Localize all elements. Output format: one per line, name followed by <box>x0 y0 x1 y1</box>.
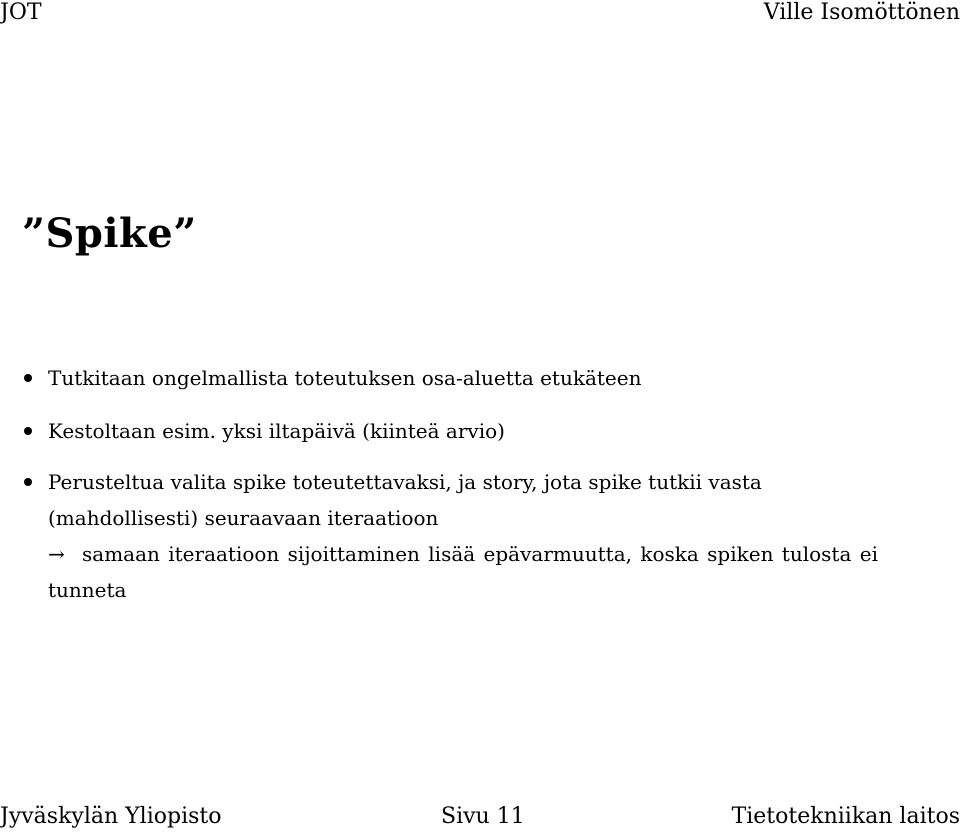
bullet-dot-icon <box>24 427 32 435</box>
bullet-text: Kestoltaan esim. yksi iltapäivä (kiinteä arvio) <box>48 419 505 443</box>
slide-title: ”Spike” <box>22 210 197 257</box>
bullet-continuation: (mahdollisesti) seuraavaan iteraatioon <box>48 506 439 530</box>
arrow-subpoint-text: samaan iteraatioon sijoittaminen lisää epävarmuutta, koska spiken tulosta ei <box>82 542 878 566</box>
arrow-subpoint <box>48 536 878 572</box>
bullet-dot-icon <box>24 478 32 486</box>
header-author: Ville Isomöttönen <box>763 0 960 25</box>
bullet-dot-icon <box>24 374 32 382</box>
footer-page-number: Sivu 11 <box>441 804 525 829</box>
footer-department: Tietotekniikan laitos <box>731 804 960 829</box>
bullet-text: Perusteltua valita spike toteutettavaksi, ja story, jota spike tutkii vasta <box>48 470 762 494</box>
arrow-subpoint-continuation: tunneta <box>48 578 127 602</box>
footer-university: Jyväskylän Yliopisto <box>0 804 222 829</box>
header-left-label: JOT <box>0 0 42 25</box>
bullet-text: Tutkitaan ongelmallista toteutuksen osa-aluetta etukäteen <box>48 366 642 390</box>
right-arrow-icon: → <box>48 542 65 566</box>
